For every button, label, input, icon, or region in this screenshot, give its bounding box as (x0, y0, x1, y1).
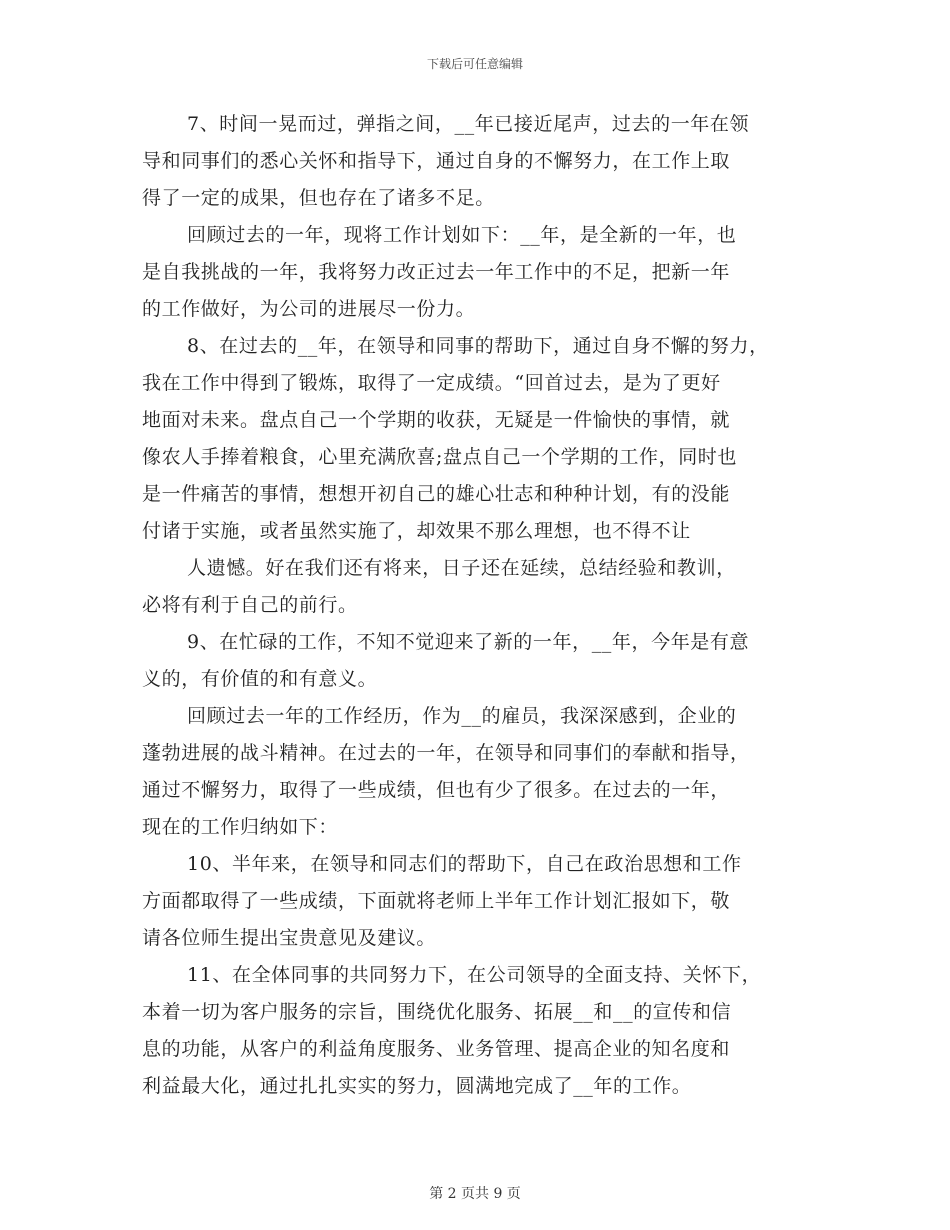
text-line: 11、在全体同事的共同努力下，在公司领导的全面支持、关怀下， (187, 964, 762, 986)
text-line: 息的功能，从客户的利益角度服务、业务管理、提高企业的知名度和 (142, 1038, 731, 1060)
text-line: 9、在忙碌的工作，不知不觉迎来了新的一年，__年，今年是有意 (187, 631, 750, 653)
text-line: 7、时间一晃而过，弹指之间，__年已接近尾声，过去的一年在领 (187, 113, 750, 135)
text-line: 方面都取得了一些成绩，下面就将老师上半年工作计划汇报如下，敬 (142, 890, 731, 912)
text-line: 是自我挑战的一年，我将努力改正过去一年工作中的不足，把新一年 (142, 261, 731, 283)
text-line: 义的，有价值的和有意义。 (142, 668, 378, 690)
page-header: 下载后可任意编辑 (426, 57, 523, 71)
text-line: 地面对未来。盘点自己一个学期的收获，无疑是一件愉快的事情，就 (142, 409, 731, 431)
text-line: 我在工作中得到了锻炼，取得了一定成绩。“回首过去，是为了更好 (142, 372, 721, 394)
text-line: 导和同事们的悉心关怀和指导下，通过自身的不懈努力，在工作上取 (142, 150, 731, 172)
text-line: 现在的工作归纳如下： (142, 816, 339, 838)
text-line: 必将有利于自己的前行。 (142, 594, 358, 616)
text-line: 像农人手捧着粮食，心里充满欣喜;盘点自己一个学期的工作，同时也 (142, 446, 738, 468)
text-line: 付诸于实施，或者虽然实施了，却效果不那么理想，也不得不让 (142, 520, 691, 542)
text-line: 回顾过去的一年，现将工作计划如下：__年，是全新的一年，也 (187, 224, 737, 246)
text-line: 请各位师生提出宝贵意见及建议。 (142, 927, 437, 949)
text-line: 蓬勃进展的战斗精神。在过去的一年，在领导和同事们的奉献和指导， (142, 742, 750, 764)
text-line: 是一件痛苦的事情，想想开初自己的雄心壮志和种种计划，有的没能 (142, 483, 731, 505)
document-body (142, 106, 822, 1105)
text-line: 利益最大化，通过扎扎实实的努力，圆满地完成了__年的工作。 (142, 1075, 692, 1097)
text-line: 10、半年来，在领导和同志们的帮助下，自己在政治思想和工作 (187, 853, 742, 875)
text-line: 回顾过去一年的工作经历，作为__的雇员，我深深感到，企业的 (187, 705, 737, 727)
text-line: 8、在过去的__年，在领导和同事的帮助下，通过自身不懈的努力， (187, 335, 769, 357)
text-line: 本着一切为客户服务的宗旨，围绕优化服务、拓展__和__的宣传和信 (142, 1001, 732, 1023)
page-footer: 第 2 页共 9 页 (429, 1186, 521, 1202)
text-line: 人遗憾。好在我们还有将来，日子还在延续，总结经验和教训， (187, 557, 736, 579)
text-line: 得了一定的成果，但也存在了诸多不足。 (142, 187, 495, 209)
text-line: 的工作做好，为公司的进展尽一份力。 (142, 298, 476, 320)
text-line: 通过不懈努力，取得了一些成绩，但也有少了很多。在过去的一年， (142, 779, 731, 801)
